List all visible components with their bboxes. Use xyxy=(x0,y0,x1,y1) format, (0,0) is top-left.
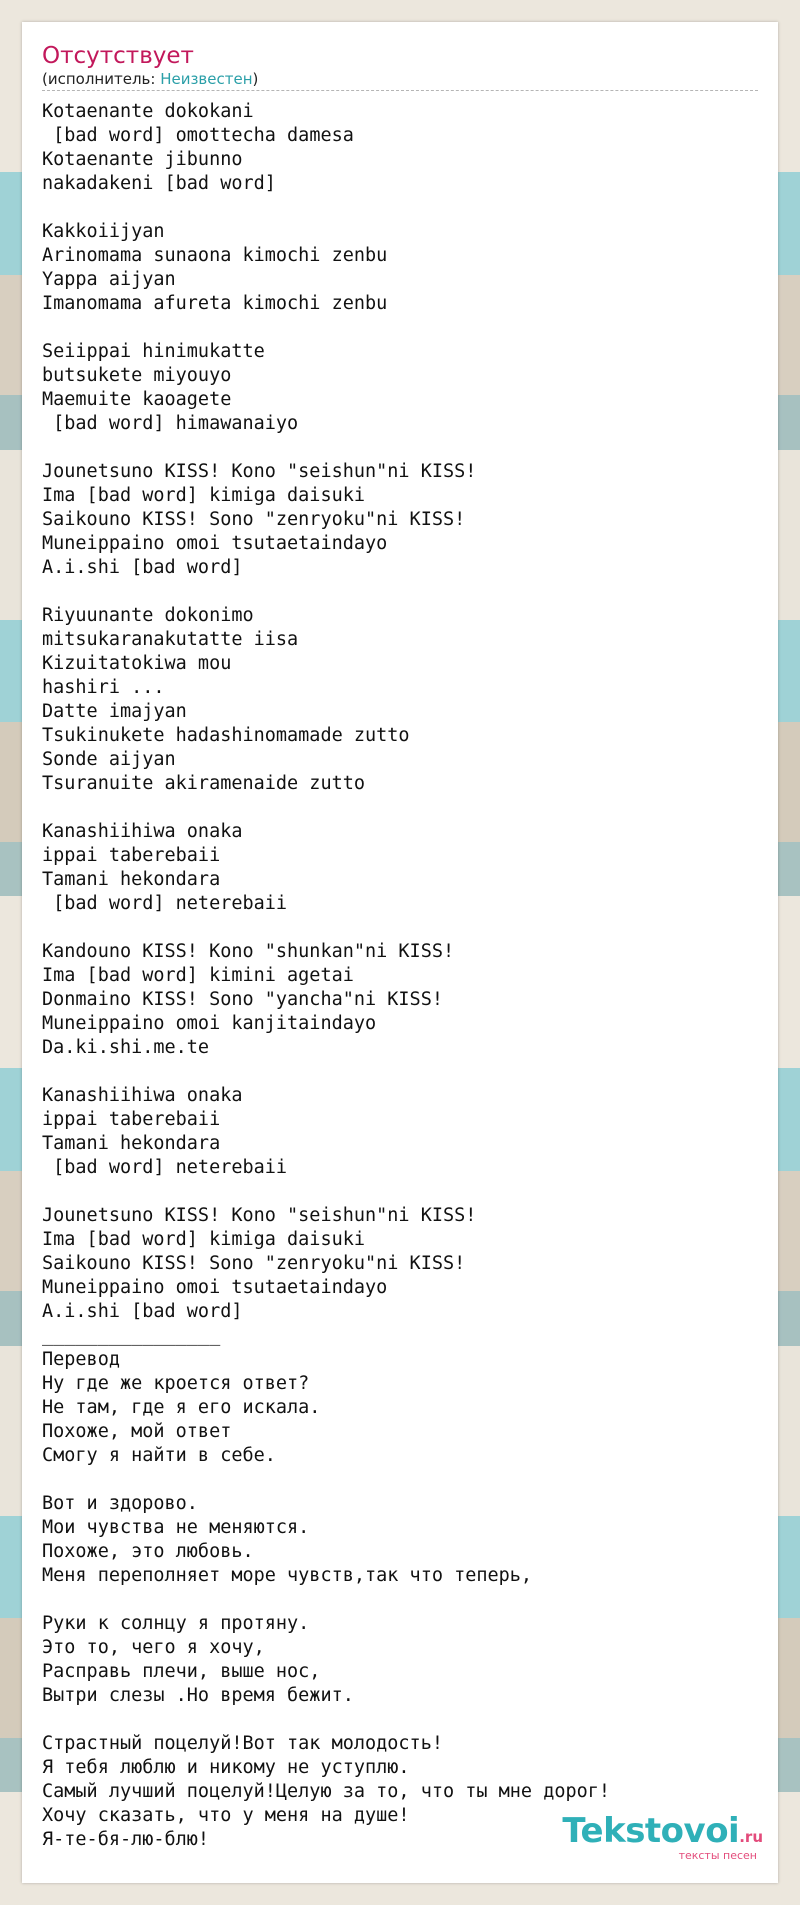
artist-suffix: ) xyxy=(252,70,259,88)
artist-link[interactable]: Неизвестен xyxy=(160,70,253,88)
lyrics-text: Kotaenante dokokani [bad word] omottecha damesa Kotaenante jibunno nakadakeni [bad word] Kakkoiijyan Arinomama sunaona kimochi zenbu Yappa aijyan Imanomama afureta kimochi zenbu Seiippai hinimukatte butsukete miyouyo Maemuite kaoagete [bad word] himawanaiyo Jounetsuno KISS! Kono "seishun"ni KISS! Ima [bad word] kimiga daisuki Saikouno KISS! Sono "zenryoku"ni KISS! Muneippaino omoi tsutaetaindayo A.i.shi [bad word] Riyuunante dokonimo mitsukaranakutatte iisa Kizuitatokiwa mou hashiri ... Datte imajyan Tsukinukete hadashinomamade zutto Sonde aijyan Tsuranuite akiramenaide zutto Kanashiihiwa onaka ippai taberebaii Tamani hekondara [bad word] neterebaii Kandouno KISS! Kono "shunkan"ni KISS! Ima [bad word] kimini agetai Donmaino KISS! Sono "yancha"ni KISS! Muneippaino omoi kanjitaindayo Da.ki.shi.me.te Kanashiihiwa onaka ippai taberebaii Tamani hekondara [bad word] neterebaii Jounetsuno KISS! Kono "seishun"ni KISS! Ima [bad word] kimiga daisuki Saikouno KISS! Sono "zenryoku"ni KISS! Muneippaino omoi tsutaetaindayo A.i.shi [bad word] ________________ Перевод Ну где же кроется ответ? Не там, где я его искала. Похоже, мой ответ Смогу я найти в себе. Вот и здорово. Мои чувства не меняются. Похоже, это любовь. Меня переполняет море чувств,так что теперь, Руки к солнцу я протяну. Это то, чего я хочу, Расправь плечи, выше нос, Вытри слезы .Но время бежит. Страстный поцелуй!Вот так молодость! Я тебя люблю и никому не уступлю. Самый лучший поцелуй!Целую за то, что ты мне дорог! Хочу сказать, что у меня на душе! Я-те-бя-лю-блю! xyxy=(42,101,611,1850)
artist-line xyxy=(42,70,258,88)
lyrics-card xyxy=(22,22,778,1883)
artist-prefix: (исполнитель: xyxy=(42,70,161,88)
title-divider xyxy=(42,90,758,91)
site-logo[interactable] xyxy=(562,1811,763,1862)
logo-text: Tekstovoi xyxy=(562,1811,740,1851)
song-title: Отсутствует xyxy=(42,43,194,69)
logo-tagline: тексты песен xyxy=(678,1849,757,1862)
logo-tld: .ru xyxy=(739,1828,763,1846)
